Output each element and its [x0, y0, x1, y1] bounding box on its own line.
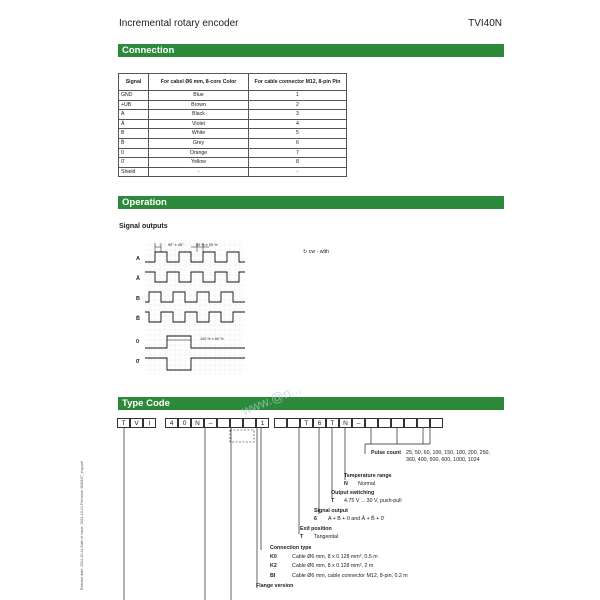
signal-cell: Shield [119, 167, 149, 177]
table-row [119, 138, 347, 148]
connection-table [118, 73, 347, 177]
type-code-box [391, 418, 404, 428]
table-row [119, 100, 347, 110]
color-cell: Grey [149, 138, 249, 148]
type-code-box: N [191, 418, 204, 428]
table-row [119, 91, 347, 101]
connection-desc: Cable Ø6 mm, cable connector M12, 8-pin, 0.2 m [292, 573, 408, 579]
type-code-box: T [300, 418, 313, 428]
flange-version-title: Flange version [256, 583, 294, 589]
temperature-code: N [344, 481, 348, 487]
type-code-box: 6 [313, 418, 326, 428]
exit-position-title: Exit position [300, 526, 332, 532]
color-cell: Brown [149, 100, 249, 110]
table-header-row [119, 74, 347, 91]
type-code-box [430, 418, 443, 428]
annotation-phase: 90° ± 45° [168, 243, 184, 247]
output-switching-desc: 4.75 V ... 30 V, push-pull [344, 498, 402, 504]
release-side-note: Release date: 2024-10-24 Date of issue: 2024-10-24 Filename: t006167_eng.pdf [80, 461, 84, 590]
diagram-grid [145, 240, 245, 375]
table-row [119, 119, 347, 129]
pin-cell: 1 [249, 91, 347, 101]
pin-cell: 6 [249, 138, 347, 148]
column-header: For cabel Ø6 mm, 8-core Color [149, 74, 249, 91]
connection-code: K2 [270, 563, 277, 569]
signal-outputs-heading: Signal outputs [119, 223, 168, 230]
exit-position-desc: Tangential [314, 534, 339, 540]
connection-desc: Cable Ø6 mm, 8 x 0.128 mm², 2 m [292, 563, 374, 569]
color-cell: White [149, 129, 249, 139]
section-bar-connection [118, 44, 504, 57]
type-code-box [417, 418, 430, 428]
signal-cell: +UB [119, 100, 149, 110]
type-code-box [378, 418, 391, 428]
type-code-box: V [130, 418, 143, 428]
signal-label-a: A [136, 256, 140, 262]
signal-label-zero: 0 [136, 339, 140, 345]
type-code-box: N [339, 418, 352, 428]
signal-cell: GND [119, 91, 149, 101]
signal-label-b: B [136, 296, 140, 302]
dimension-markers [155, 243, 209, 340]
section-title: Type Code [122, 398, 170, 409]
signal-cell: A [119, 110, 149, 120]
signal-cell: 0̄ [119, 158, 149, 168]
type-code-box: I [143, 418, 156, 428]
signal-output-desc: A + B + 0 and Ā + B̄ + 0̄ [328, 516, 384, 522]
table-row [119, 158, 347, 168]
product-code: TVI40N [468, 18, 502, 29]
color-cell: Orange [149, 148, 249, 158]
annotation-zero-width: 100 % ± 60 % [200, 337, 224, 341]
watermark-text: www.@n... [239, 380, 303, 419]
table-row [119, 110, 347, 120]
pulse-count-values: 25, 50, 60, 100, 150, 180, 200, 250, 360, 400, 500, 600, 1000, 1024 [406, 450, 490, 463]
color-cell: Black [149, 110, 249, 120]
signal-label-a-inv: Ā [136, 276, 140, 282]
section-bar-operation [118, 196, 504, 209]
pin-cell: 3 [249, 110, 347, 120]
type-code-box: 0 [178, 418, 191, 428]
table-row [119, 148, 347, 158]
connection-desc: Cable Ø6 mm, 8 x 0.128 mm², 0.5 m [292, 554, 378, 560]
section-title: Operation [122, 197, 167, 208]
type-code-box [243, 418, 256, 428]
output-switching-title: Output switching [331, 490, 375, 496]
signal-label-zero-inv: 0̄ [136, 359, 140, 365]
signal-output-code: 6 [314, 516, 317, 522]
pin-cell: - [249, 167, 347, 177]
table-row [119, 167, 347, 177]
signal-cell: B [119, 129, 149, 139]
signal-output-title: Signal output [314, 508, 348, 514]
pin-cell: 5 [249, 129, 347, 139]
type-code-box [217, 418, 230, 428]
color-cell: Blue [149, 91, 249, 101]
type-code-box [230, 418, 243, 428]
type-code-box [287, 418, 300, 428]
pin-cell: 2 [249, 100, 347, 110]
type-code-box [274, 418, 287, 428]
pin-cell: 4 [249, 119, 347, 129]
output-switching-code: T [331, 498, 335, 504]
annotation-duty: 50 % ± 25 % [196, 243, 218, 247]
color-cell: - [149, 167, 249, 177]
connection-code: BI [270, 573, 276, 579]
type-code-box [404, 418, 417, 428]
type-code-box: – [204, 418, 217, 428]
signal-label-b-inv: B̄ [136, 316, 140, 322]
column-header: Signal [119, 74, 149, 91]
signal-cell: 0 [119, 148, 149, 158]
temperature-desc: Normal [358, 481, 376, 487]
type-code-box [365, 418, 378, 428]
section-title: Connection [122, 45, 175, 56]
color-cell: Yellow [149, 158, 249, 168]
rotation-note: ↻ cw - with [303, 249, 329, 255]
color-cell: Violet [149, 119, 249, 129]
connection-type-title: Connection type [270, 545, 312, 551]
section-bar-type-code [118, 397, 504, 410]
type-code-box: – [352, 418, 365, 428]
signal-cell: B̄ [119, 138, 149, 148]
connection-code: K0 [270, 554, 277, 560]
type-code-box: T [117, 418, 130, 428]
document-title: Incremental rotary encoder [119, 18, 239, 29]
table-row [119, 129, 347, 139]
type-code-box: T [326, 418, 339, 428]
signal-cell: Ā [119, 119, 149, 129]
exit-position-code: T [300, 534, 304, 540]
pin-cell: 8 [249, 158, 347, 168]
type-code-box: 1 [256, 418, 269, 428]
pin-cell: 7 [249, 148, 347, 158]
column-header: For cable connector M12, 8-pin Pin [249, 74, 347, 91]
temperature-range-title: Temperature range [344, 473, 392, 479]
type-code-box: 4 [165, 418, 178, 428]
pulse-count-title: Pulse count [371, 450, 402, 456]
signal-timing-diagram [145, 240, 245, 375]
